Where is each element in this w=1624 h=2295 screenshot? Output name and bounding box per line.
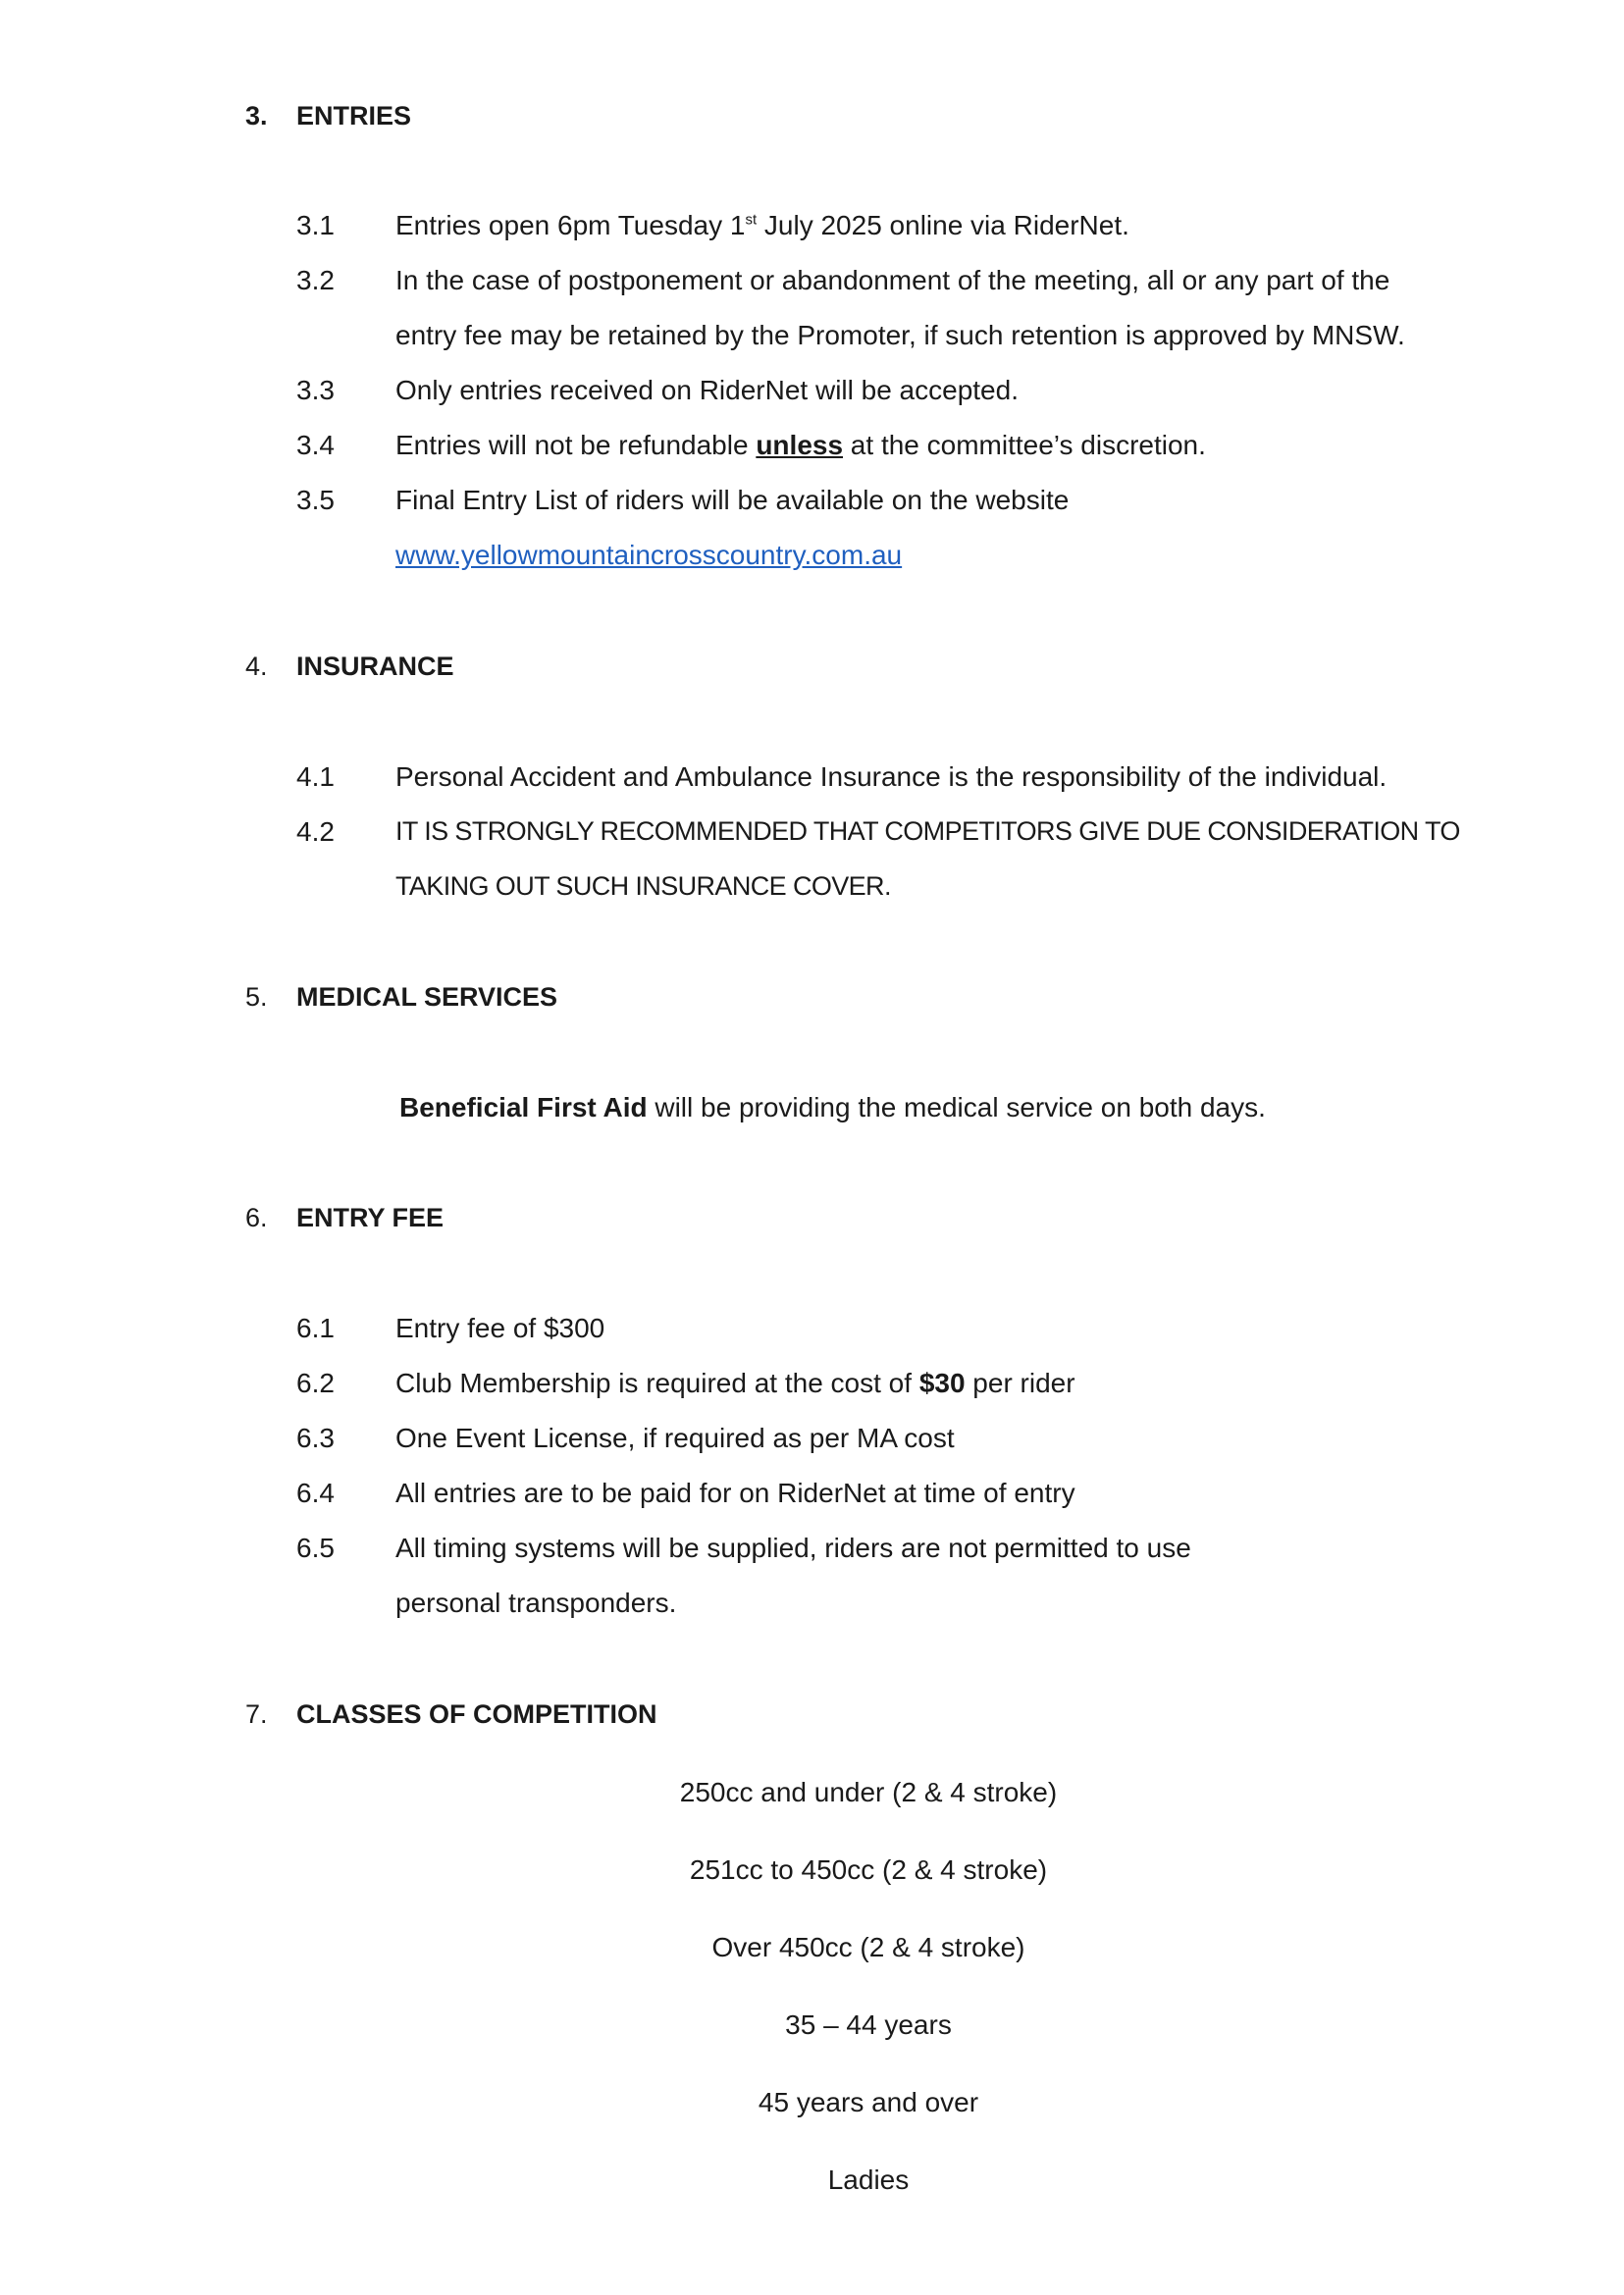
class-item: Over 450cc (2 & 4 stroke) bbox=[711, 1932, 1025, 1962]
item-text: Personal Accident and Ambulance Insurance is the responsibility of the individual. bbox=[395, 761, 1388, 792]
section-number: 4. bbox=[245, 652, 268, 681]
section-number: 7. bbox=[245, 1699, 268, 1729]
class-item: 45 years and over bbox=[758, 2087, 979, 2117]
item-number: 6.2 bbox=[296, 1368, 335, 1398]
item-number: 6.3 bbox=[296, 1423, 335, 1453]
item-number: 3.3 bbox=[296, 375, 335, 405]
item-number: 6.5 bbox=[296, 1533, 335, 1563]
item-text: All timing systems will be supplied, riders are not permitted to use bbox=[395, 1533, 1191, 1563]
item-number: 6.1 bbox=[296, 1313, 335, 1343]
item-text: IT IS STRONGLY RECOMMENDED THAT COMPETITORS GIVE DUE CONSIDERATION TO bbox=[395, 816, 1460, 846]
section-number: 5. bbox=[245, 982, 268, 1012]
item-number: 3.1 bbox=[296, 210, 335, 240]
section-title: MEDICAL SERVICES bbox=[296, 982, 558, 1012]
section-title: INSURANCE bbox=[296, 652, 454, 681]
item-number: 6.4 bbox=[296, 1478, 335, 1508]
item-text: One Event License, if required as per MA cost bbox=[395, 1423, 955, 1453]
website-link[interactable]: www.yellowmountaincrosscountry.com.au bbox=[395, 540, 903, 570]
medical-statement: Beneficial First Aid will be providing the medical service on both days. bbox=[399, 1092, 1266, 1122]
item-text-continued: entry fee may be retained by the Promoter, if such retention is approved by MNSW. bbox=[395, 320, 1405, 350]
item-text: Only entries received on RiderNet will be accepted. bbox=[395, 375, 1019, 405]
section-number: 3. bbox=[245, 101, 268, 130]
section-title: ENTRIES bbox=[296, 101, 412, 130]
section-title: CLASSES OF COMPETITION bbox=[296, 1699, 657, 1729]
item-text: Final Entry List of riders will be available on the website bbox=[395, 485, 1070, 515]
item-text: Entry fee of $300 bbox=[395, 1313, 605, 1343]
item-text: Entries open 6pm Tuesday 1st July 2025 online via RiderNet. bbox=[395, 210, 1129, 240]
section-title: ENTRY FEE bbox=[296, 1203, 445, 1232]
item-text-continued: TAKING OUT SUCH INSURANCE COVER. bbox=[395, 871, 891, 901]
class-item: Ladies bbox=[827, 2165, 910, 2195]
item-number: 3.4 bbox=[296, 430, 335, 460]
item-number: 4.2 bbox=[296, 816, 335, 847]
item-text: All entries are to be paid for on RiderNet at time of entry bbox=[395, 1478, 1075, 1508]
item-text: Entries will not be refundable unless at the committee’s discretion. bbox=[395, 430, 1206, 460]
class-item: 251cc to 450cc (2 & 4 stroke) bbox=[689, 1854, 1048, 1885]
item-number: 3.2 bbox=[296, 265, 335, 295]
item-number: 4.1 bbox=[296, 761, 335, 792]
class-item: 35 – 44 years bbox=[785, 2009, 952, 2040]
item-text-continued: personal transponders. bbox=[395, 1588, 677, 1618]
item-text: Club Membership is required at the cost of $30 per rider bbox=[395, 1368, 1075, 1398]
item-text: In the case of postponement or abandonment of the meeting, all or any part of the bbox=[395, 265, 1390, 295]
section-number: 6. bbox=[245, 1203, 268, 1232]
class-item: 250cc and under (2 & 4 stroke) bbox=[679, 1777, 1058, 1807]
item-number: 3.5 bbox=[296, 485, 335, 515]
